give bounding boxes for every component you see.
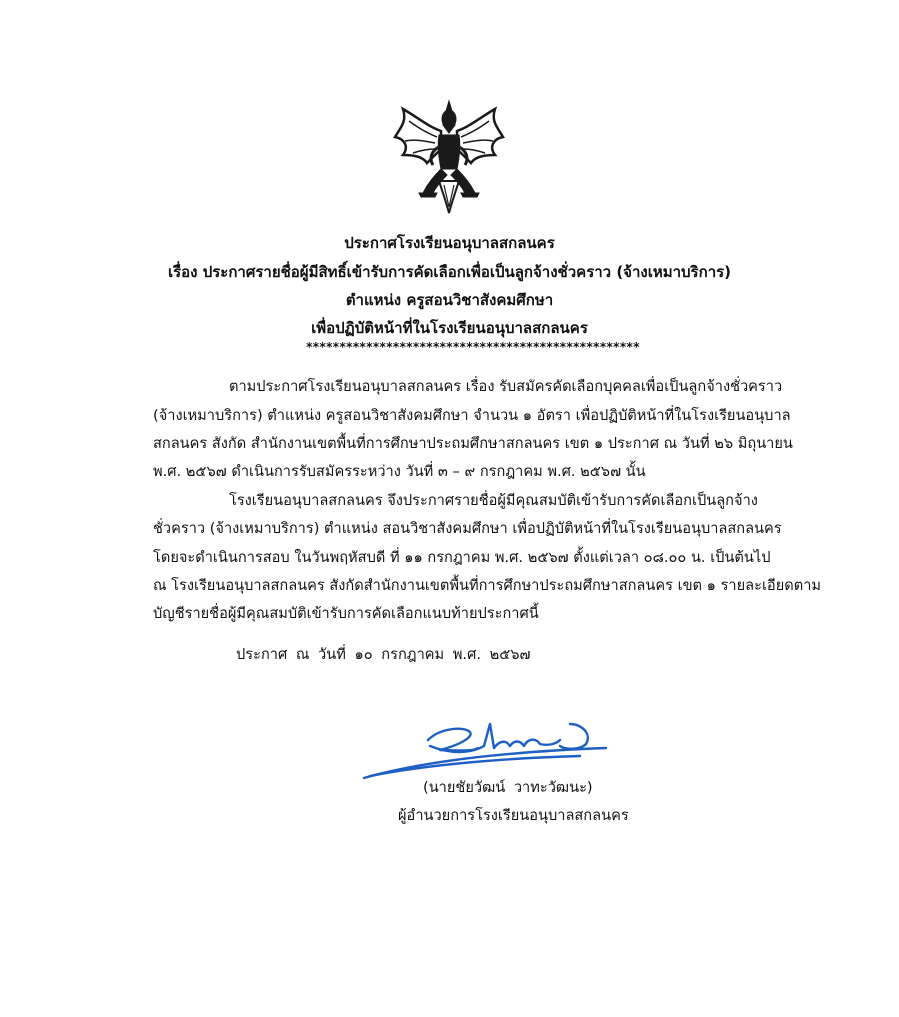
paragraph1-line3: สกลนคร สังกัด สำนักงานเขตพื้นที่การศึกษาประถมศึกษาสกลนคร เขต ๑ ประกาศ ณ วันที่ ๒๖ มิถุนายน xyxy=(153,435,793,452)
announce-date: ประกาศ ณ วันที่ ๑๐ กรกฎาคม พ.ศ. ๒๕๖๗ xyxy=(236,646,531,663)
paragraph1-line2: (จ้างเหมาบริการ) ตำแหน่ง ครูสอนวิชาสังคมศึกษา จำนวน ๑ อัตรา เพื่อปฏิบัติหน้าที่ในโรงเรียนอนุบาล xyxy=(153,407,791,424)
announcement-position: ตำแหน่ง ครูสอนวิชาสังคมศึกษา xyxy=(345,291,554,309)
paragraph2-line4: ณ โรงเรียนอนุบาลสกลนคร สังกัดสำนักงานเขตพื้นที่การศึกษาประถมศึกษาสกลนคร เขต ๑ รายละเอียดตาม xyxy=(153,577,822,594)
paragraph1-line1: ตามประกาศโรงเรียนอนุบาลสกลนคร เรื่อง รับสมัครคัดเลือกบุคคลเพื่อเป็นลูกจ้างชั่วคราว xyxy=(229,378,783,395)
announcement-purpose: เพื่อปฏิบัติหน้าที่ในโรงเรียนอนุบาลสกลนคร xyxy=(311,319,588,337)
garuda-emblem-icon xyxy=(389,97,509,217)
paragraph2-line5: บัญชีรายชื่อผู้มีคุณสมบัติเข้ารับการคัดเลือกแนบท้ายประกาศนี้ xyxy=(153,605,539,622)
paragraph1-line4: พ.ศ. ๒๕๖๗ ดำเนินการรับสมัครระหว่าง วันที่ ๓ – ๙ กรกฎาคม พ.ศ. ๒๕๖๗ นั้น xyxy=(153,463,646,480)
paragraph2-line3: โดยจะดำเนินการสอบ ในวันพฤหัสบดี ที่ ๑๑ กรกฎาคม พ.ศ. ๒๕๖๗ ตั้งแต่เวลา ๐๘.๐๐ น. เป็นต้นไป xyxy=(153,549,771,566)
star-divider: ************************************************** xyxy=(306,340,640,354)
announcement-title: ประกาศโรงเรียนอนุบาลสกลนคร xyxy=(344,234,555,252)
paragraph2-line1: โรงเรียนอนุบาลสกลนคร จึงประกาศรายชื่อผู้มีคุณสมบัติเข้ารับการคัดเลือกเป็นลูกจ้าง xyxy=(229,492,758,509)
announcement-subject: เรื่อง ประกาศรายชื่อผู้มีสิทธิ์เข้ารับการคัดเลือกเพื่อเป็นลูกจ้างชั่วคราว (จ้างเหมาบริการ) xyxy=(167,263,732,281)
signer-name: (นายชัยวัฒน์ วาทะวัฒนะ) xyxy=(423,779,593,796)
paragraph2-line2: ชั่วคราว (จ้างเหมาบริการ) ตำแหน่ง สอนวิชาสังคมศึกษา เพื่อปฏิบัติหน้าที่ในโรงเรียนอนุบาลสกลนคร xyxy=(153,520,782,537)
signer-title: ผู้อำนวยการโรงเรียนอนุบาลสกลนคร xyxy=(398,807,629,824)
